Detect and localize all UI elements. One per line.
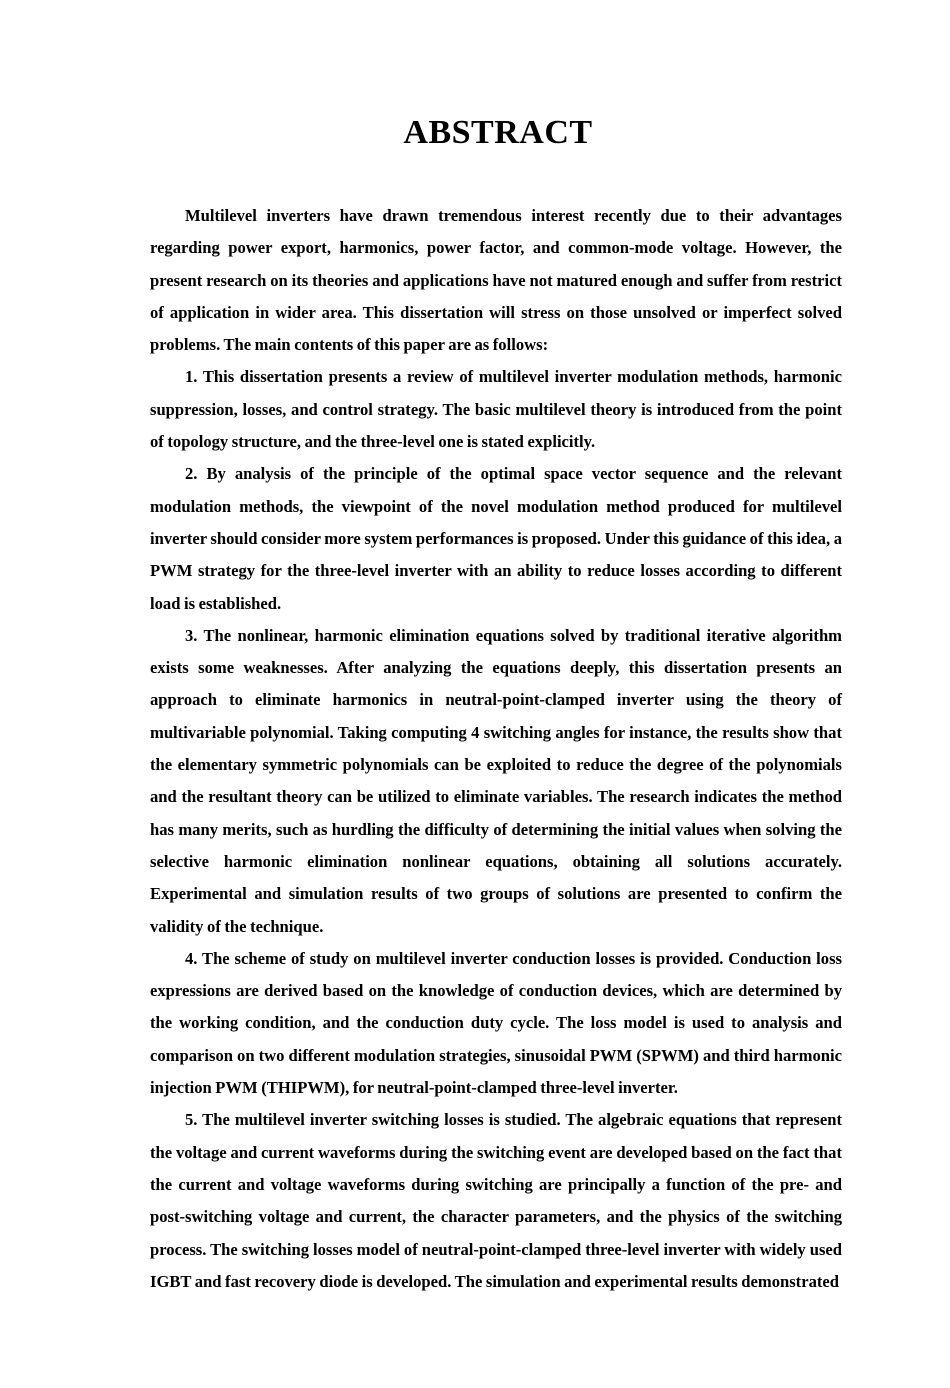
point-4-paragraph: 4. The scheme of study on multilevel inverter conduction losses is provided. Conduction loss expressions are derived based on the knowledge of conduction devices, which are determined by the working condition, and the conduction duty cycle. The loss model is used to analysis and comparison on two different modulation strategies, sinusoidal PWM (SPWM) and third harmonic injection PWM (THIPWM), for neutral-point-clamped three-level inverter. — [150, 948, 842, 1098]
page-title: ABSTRACT — [403, 114, 593, 151]
point-1-paragraph: 1. This dissertation presents a review of multilevel inverter modulation methods, harmonic suppression, losses, and control strategy. The basic multilevel theory is introduced from the point of topology structure, and the three-level one is stated explicitly. — [150, 367, 842, 452]
point-5-paragraph: 5. The multilevel inverter switching losses is studied. The algebraic equations that represent the voltage and current waveforms during the switching event are developed based on the fact that the current and voltage waveforms during switching are principally a function of the pre- and post-switching voltage and current, the character parameters, and the physics of the switching process. The switching losses model of neutral-point-clamped three-level inverter with widely used IGBT and fast recovery diode is developed. The simulation and experimental results demonstrated — [150, 1110, 842, 1291]
abstract-body — [150, 200, 842, 1298]
intro-paragraph: Multilevel inverters have drawn tremendous interest recently due to their advantages regarding power export, harmonics, power factor, and common-mode voltage. However, the present research on its theories and applications have not matured enough and suffer from restrict of application in wider area. This dissertation will stress on those unsolved or imperfect solved problems. The main contents of this paper are as follows: — [150, 206, 842, 355]
point-3-paragraph: 3. The nonlinear, harmonic elimination equations solved by traditional iterative algorithm exists some weaknesses. After analyzing the equations deeply, this dissertation presents an approach to eliminate harmonics in neutral-point-clamped inverter using the theory of multivariable polynomial. Taking computing 4 switching angles for instance, the results show that the elementary symmetric polynomials can be exploited to reduce the degree of the polynomials and the resultant theory can be utilized to eliminate variables. The research indicates the method has many merits, such as hurdling the difficulty of determining the initial values when solving the selective harmonic elimination nonlinear equations, obtaining all solutions accurately. Experimental and simulation results of two groups of solutions are presented to confirm the validity of the technique. — [150, 625, 842, 936]
point-2-paragraph: 2. By analysis of the principle of the optimal space vector sequence and the relevant modulation methods, the viewpoint of the novel modulation method produced for multilevel inverter should consider more system performances is proposed. Under this guidance of this idea, a PWM strategy for the three-level inverter with an ability to reduce losses according to different load is established. — [150, 464, 842, 613]
